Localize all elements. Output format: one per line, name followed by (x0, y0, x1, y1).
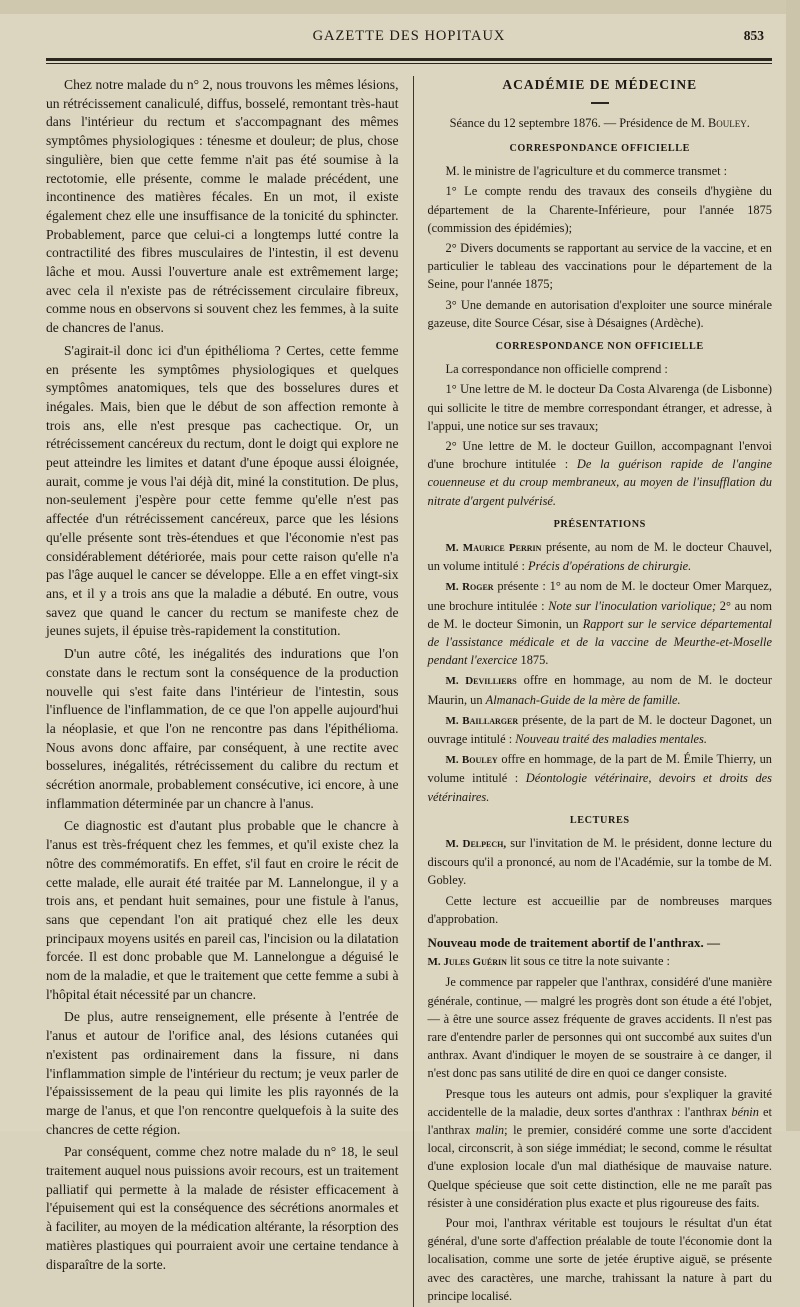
unofficial-correspondence-heading: CORRESPONDANCE NON OFFICIELLE (495, 340, 704, 352)
presentation-text: présente, de la part de M. le docteur Dagonet, un ouvrage intitulé : (427, 712, 772, 746)
article-intro: lit sous ce titre la note suivante : (506, 954, 670, 969)
speaker-name: M. Baillarger (445, 714, 519, 727)
journal-title: GAZETTE DES HOPITAUX (312, 28, 506, 44)
brochure-title: De la guérison rapide de l'angine couenneuse et du croup membraneux, au moyen de l'insufflation du nitrate d'argent pulvérisé. (427, 457, 772, 508)
work-title: Précis d'opérations de chirurgie. (528, 559, 692, 574)
presentation-text: offre en hommage, au nom de M. le docteur Maurin, un (427, 673, 772, 707)
article-term: bénin (731, 1104, 759, 1119)
article-heading (428, 934, 773, 971)
left-column (46, 76, 399, 1307)
title-dash (591, 102, 609, 104)
left-paragraph: Chez notre malade du n° 2, nous trouvons les mêmes lésions, un rétrécissement canaliculé, diffus, bosselé, remontant très-haut dans l'intérieur du rectum et s'accompagnant des mêmes symptômes physiologiques : ténesme et douleur; de plus, chose singulière, bien que cette femme n'ait pas été soumise à la rectotomie, elle présente, comme le malade précédent, une incontinence des matières fécales. En un mot, il existe également chez elle une insuffisance de la tonicité du sphincter. Probablement, parce que celui-ci a longtemps lutté contre la contractilité des fibres musculaires de l'intestin, il est devenu lâche et mou. Aussi l'ouverture anale est extrêmement large; avec cela il n'existe pas de rétrécissement circulaire fibreux, comme nous en observons si souvent chez les femmes, à la suite de chancres de l'anus. (46, 77, 399, 336)
article-text: et l'anthrax (427, 1104, 772, 1138)
work-title: Déontologie vétérinaire, devoirs et droits des vétérinaires. (427, 771, 772, 804)
presentation-text: 2° au nom de M. le docteur Simonin, un (427, 598, 773, 631)
presentation-text: présente : 1° au nom de M. le docteur Omer Marquez, une brochure intitulée : (427, 579, 773, 613)
presentation-entry (428, 538, 773, 575)
presentations-heading: PRÉSENTATIONS (553, 518, 646, 530)
top-margin (0, 0, 800, 14)
header-rule-thick (46, 58, 772, 61)
speaker-name: M. Devilliers (445, 675, 517, 688)
left-paragraph: S'agirait-il donc ici d'un épithélioma ? Certes, cette femme en présente les symptômes physiologiques et quelques symptômes anatomiques, tels que des bosselures dures et inégales. Mais, bien que le début de son affection remonte à trois ans, elle n'est presque pas cachectique. Or, un rétrécissement cancéreux du rectum, dont le doigt qui explore ne peut atteindre les limites et datant d'une époque aussi éloignée, aurait, comme je vous l'ai déjà dit, miné la constitution. De plus, non-seulement j'espère pour cette femme qu'elle n'est pas affectée d'un rétrécissement cancéreux, parce que les lésions qu'elle présente sont très-étendues et que l'économie n'est pas considérablement détériorée, mais pour cette raison qu'elle n'a pas l'âge auquel le cancer se développe. Elle a en effet vingt-six ans, et il y a trois ans que la maladie a débuté. En outre, vous savez que quand le cancer du rectum se manifeste chez de jeunes sujets, il épuise très-rapidement la constitution. (46, 342, 399, 639)
article-paragraph (428, 1085, 773, 1212)
official-item: 1° Le compte rendu des travaux des conseils d'hygiène du département de la Charente-Inférieure, pour l'année 1875 (commission des épidémies); (427, 184, 772, 235)
lecture-entry: Cette lecture est accueillie par de nombreuses marques d'approbation. (427, 893, 772, 926)
page-header (46, 24, 772, 56)
work-title: Nouveau traité des maladies mentales. (515, 732, 707, 746)
presentation-entry (428, 577, 773, 669)
left-paragraph: Par conséquent, comme chez notre malade du n° 18, le seul traitement auquel nous puissions avoir recours, est un traitement palliatif qui permette à la malade de résister efficacement à l'épuisement qui est la conséquence des sécrétions anormales et à faciliter, au moyen de la médication altérante, la résorption des matières plastiques qui pourraient avoir une certaine tendance à disparaître de la sorte. (46, 1144, 399, 1272)
presentation-entry (428, 711, 773, 748)
official-correspondence-heading: CORRESPONDANCE OFFICIELLE (509, 142, 691, 154)
work-title: Rapport sur le service départemental de l'assistance médicale et de la vaccine de Meurthe-et-Moselle pendant l'exercice (427, 616, 772, 668)
lecture-entry (428, 834, 773, 890)
presentation-text: 1875. (517, 653, 549, 668)
speaker-name: M. Jules Guérin (427, 956, 507, 969)
work-title: Note sur l'inoculation variolique; (548, 598, 717, 613)
presentation-text: présente, au nom de M. le docteur Chauvel, un volume intitulé : (427, 539, 772, 574)
speaker-name: M. Delpech, (445, 838, 507, 851)
lectures-heading: LECTURES (569, 814, 630, 826)
left-paragraph: De plus, autre renseignement, elle présente à l'entrée de l'anus et autour de l'orifice anal, des lésions cutanées qui n'existent pas ordinairement dans la fissure, ni dans l'inflammation simple de l'intérieur du rectum; je veux parler de l'épaississement de la peau qui limite les plis rayonnés de la marge de l'anus, et que l'on rencontre quelquefois à la suite des chancres de cette région. (46, 1009, 399, 1137)
official-intro: M. le ministre de l'agriculture et du commerce transmet : (445, 164, 728, 179)
left-paragraph: D'un autre côté, les inégalités des indurations que l'on constate dans le rectum sont la conséquence de la production nouvelle qui s'est faite dans l'intérieur de l'intestin, sous l'influence de l'inflammation, de ce que l'on appelle aujourd'hui la néoplasie, et que l'on ne rencontre pas dans l'épithélioma. Nous avons donc affaire, par conséquent, à une rectite avec bosselures, inégalités, rétrécissement du calibre du rectum et sécrétion anormale, probablement consécutive, ici encore, à une inflammation déterminée par un chancre à l'anus. (46, 646, 399, 811)
official-item: 3° Une demande en autorisation d'exploiter une source minérale gazeuse, dite Source César, sise à Désaignes (Ardèche). (427, 297, 772, 330)
article-term: malin (475, 1123, 505, 1138)
article-paragraph: Je commence par rappeler que l'anthrax, considéré d'une manière générale, continue, — malgré les progrès dont son étude a été l'objet, — à être une source assez fréquente de graves accidents. Il n'est pas rare d'entendre parler de personnes qui ont succombé aux suites d'un anthrax. Avant d'indiquer le moyen de se soustraire à ce danger, il n'est donc pas sans utilité de dire en quoi ce danger consiste. (427, 975, 772, 1081)
speaker-name: M. Bouley (445, 754, 498, 767)
academy-title: ACADÉMIE DE MÉDECINE (502, 77, 698, 92)
header-rule-thin (46, 63, 772, 64)
seance-line (428, 114, 773, 132)
unofficial-item: 1° Une lettre de M. le docteur Da Costa Alvarenga (de Lisbonne) qui sollicite le titre de membre correspondant étranger, et adresse, à l'appui, une notice sur ses travaux; (427, 382, 772, 433)
page-edge (786, 0, 800, 1131)
article-text: ; le premier, considéré comme une sorte d'accident local, circonscrit, à son siége immédiat; le second, comme le résultat d'une explosion locale d'un mal diathésique de mauvaise nature. Quelque spécieuse que soit cette distinction, elle ne me paraît pas résister à une considération plus exacte et plus rigoureuse des faits. (427, 1123, 772, 1210)
unofficial-item-text: 2° Une lettre de M. le docteur Guillon, accompagnant l'envoi d'une brochure intitulée : (427, 438, 772, 472)
page-number: 853 (743, 28, 764, 43)
column-divider (413, 76, 414, 1307)
official-item: 2° Divers documents se rapportant au service de la vaccine, et en particulier le tableau des vaccinations pour le département de la Seine, pour l'année 1875; (427, 240, 772, 292)
article-title: Nouveau mode de traitement abortif de l'anthrax. — (427, 935, 720, 951)
speaker-name: M. Maurice Perrin (445, 541, 542, 554)
seance-prefix: Séance du 12 septembre 1876. — Présidence de M. (449, 115, 709, 130)
speaker-name: M. Roger (445, 581, 494, 594)
presentation-text: offre en hommage, de la part de M. Émile Thierry, un volume intitulé : (427, 752, 772, 786)
unofficial-intro: La correspondance non officielle comprend : (445, 362, 668, 377)
right-column (428, 76, 773, 1307)
work-title: Almanach-Guide de la mère de famille. (485, 692, 681, 707)
left-paragraph: Ce diagnostic est d'autant plus probable que le chancre à l'anus est très-fréquent chez les femmes, et qu'il existe chez la nôtre des commémoratifs. En effet, s'il faut en croire le récit de cette malade, elle aurait été traitée par M. Lannelongue, il y a trois ans, et pendant huit semaines, pour une fistule à l'anus, sans que cependant l'on ait pratiqué chez elle les deux principaux moyens usités en pareil cas, l'incision ou la dilatation forcée. Il est donc probable que M. Lannelongue a déguisé le nom de la maladie, et que le traitement que cette femme a subi à l'hôpital était nécessité par un chancre. (46, 818, 399, 1002)
presentation-entry (428, 671, 773, 708)
presentation-entry (428, 750, 773, 806)
unofficial-item (428, 437, 773, 510)
seance-president: Bouley. (708, 115, 750, 130)
two-column-body (46, 76, 772, 1307)
lecture-text: sur l'invitation de M. le président, donne lecture du discours qu'il a prononcé, au nom de l'Académie, sur la tombe de M. Gobley. (427, 836, 772, 888)
article-paragraph: Pour moi, l'anthrax véritable est toujours le résultat d'un état général, d'une sorte d'affection préalable de toute l'économie dont la localisation, comme une sorte de jetée éruptive aiguë, se présente avec des caractères, une marche, trahissant la nature à part du principe localisé. (427, 1216, 772, 1303)
article-text: Presque tous les auteurs ont admis, pour s'expliquer la gravité accidentelle de la maladie, deux sortes d'anthrax : l'anthrax (427, 1086, 772, 1119)
